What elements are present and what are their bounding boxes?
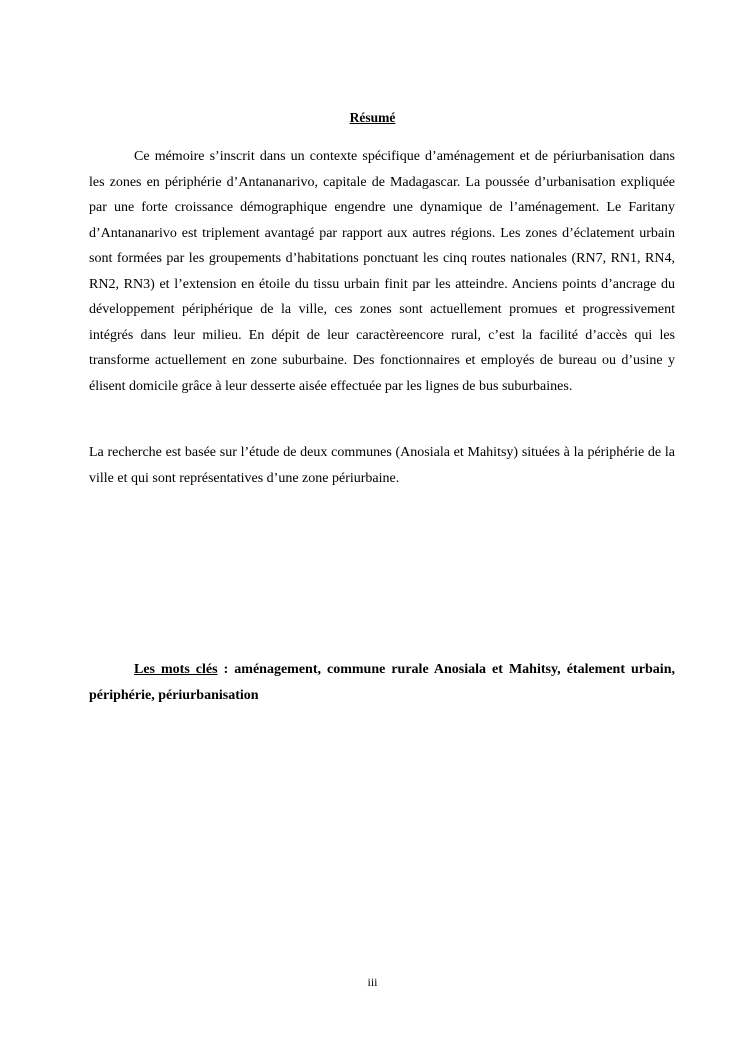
keywords-section [89, 657, 675, 708]
keywords-text: aménagement, commune rurale Anosiala et Mahitsy, étalement urbain, périphérie, périurbanisation [89, 662, 675, 703]
keywords-separator: : [217, 662, 235, 677]
page-number: iii [367, 975, 378, 989]
summary-title: Résumé [349, 110, 396, 125]
keywords-label: Les mots clés [134, 662, 218, 677]
summary-paragraph-2: La recherche est basée sur l’étude de deux communes (Anosiala et Mahitsy) situées à la périphérie de la ville et qui sont représentatives d’une zone périurbaine. [89, 445, 675, 486]
summary-paragraph-1: Ce mémoire s’inscrit dans un contexte spécifique d’aménagement et de périurbanisation dans les zones en périphérie d’Antananarivo, capitale de Madagascar. La poussée d’urbanisation expliquée par une forte croissance démographique engendre une dynamique de l’aménagement. Le Faritany d’Antananarivo est triplement avantagé par rapport aux autres régions. Les zones d’éclatement urbain sont formées par les groupements d’habitations ponctuant les cinq routes nationales (RN7, RN1, RN4, RN2, RN3) et l’extension en étoile du tissu urbain finit par les atteindre. Anciens points d’ancrage du développement périphérique de la ville, ces zones sont actuellement promues et progressivement intégrés dans leur milieu. En dépit de leur caractèreencore rural, c’est la facilité d’accès qui les transforme actuellement en zone suburbaine. Des fonctionnaires et employés de bureau ou d’usine y élisent domicile grâce à leur desserte aisée effectuée par les lignes de bus suburbaines. [89, 149, 675, 394]
